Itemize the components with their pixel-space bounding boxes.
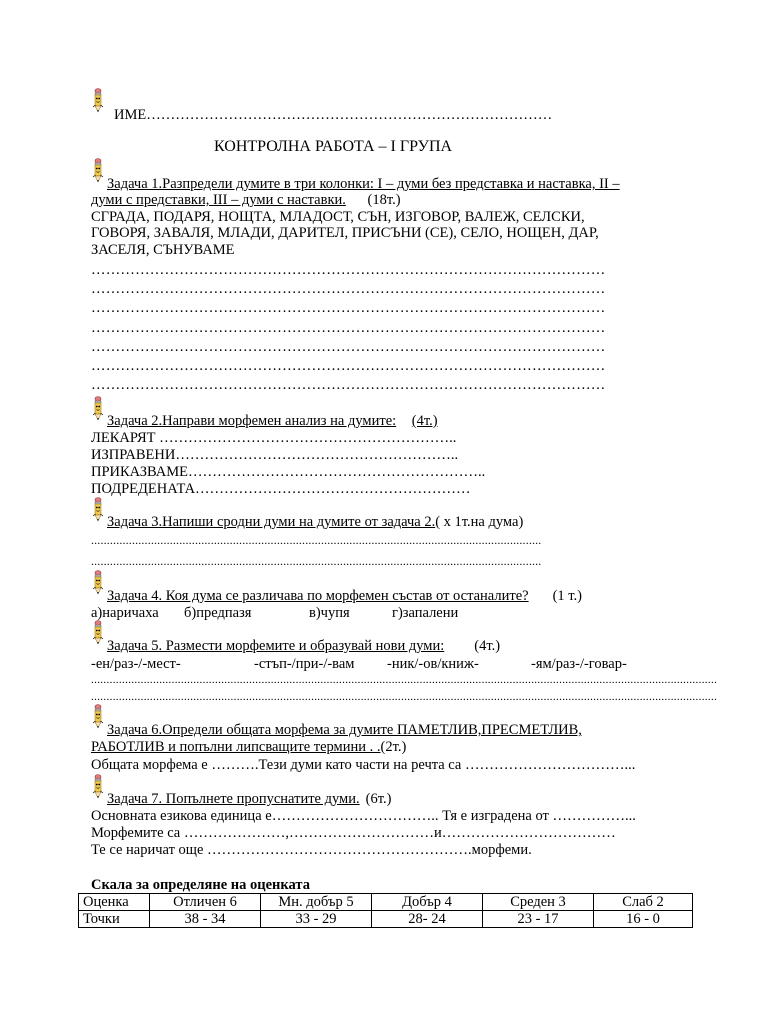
task6-heading-line2 [91,739,406,756]
task6-heading-line1: Задача 6.Определи общата морфема за думите ПАМЕТЛИВ,ПРЕСМЕТЛИВ, [107,722,582,738]
table-cell: 28- 24 [372,911,483,928]
answer-line[interactable]: .......................................................................................................................................................................................................... [91,674,718,686]
table-cell: Добър 4 [372,894,483,911]
pencil-icon [91,497,105,523]
task4-option-d[interactable]: г)запалени [392,605,459,621]
task7-fill-line[interactable]: Те се наричат още ……………………………………………….морфеми. [91,842,532,858]
task4-instruction: Задача 4. Коя дума се различава по морфемен състав от останалите? [107,588,529,604]
name-field-label: ИМЕ………………………………………………………………………… [114,107,553,123]
task1-instruction: думи с представки, III – думи с наставки. [91,192,346,208]
task2-word: ИЗПРАВЕНИ………………………………………………….. [91,447,459,463]
answer-line[interactable]: …………………………………………………………………………………………… [91,300,606,316]
task2-word: ПРИКАЗВАМЕ…………………………………………………….. [91,464,486,480]
task1-points: (18т.) [367,192,401,208]
task4-option-c[interactable]: в)чупя [309,605,350,621]
task6-points: (2т.) [380,739,407,755]
answer-line[interactable]: …………………………………………………………………………………………… [91,320,606,336]
task2-instruction: Задача 2.Направи морфемен анализ на думите: [107,413,397,429]
task5-group: -ник/-ов/книж- [387,656,479,672]
answer-line[interactable]: …………………………………………………………………………………………… [91,339,606,355]
table-row [79,894,693,911]
pencil-icon [91,158,105,184]
task3-instruction: Задача 3.Напиши сродни думи на думите от задача 2. [107,514,436,530]
task4-option-b[interactable]: б)предпазя [184,605,252,621]
task3-points: ( х 1т.на дума) [435,514,524,530]
table-cell: 23 - 17 [483,911,594,928]
table-cell: Оценка [79,894,150,911]
table-cell: Среден 3 [483,894,594,911]
task6-fill-line[interactable]: Общата морфема е ……….Тези думи като части на речта са ……………………………... [91,757,636,773]
task4-heading [107,588,582,605]
task2-heading [107,413,438,430]
answer-line[interactable]: …………………………………………………………………………………………… [91,262,606,278]
table-cell: 38 - 34 [150,911,261,928]
table-cell: Слаб 2 [594,894,693,911]
pencil-icon [91,396,105,422]
task6-instruction: РАБОТЛИВ и попълни липсващите термини . . [91,739,381,755]
table-cell: Мн. добър 5 [261,894,372,911]
table-row [79,911,693,928]
answer-line[interactable]: ............................................................................................................................................... [91,533,542,547]
task5-instruction: Задача 5. Размести морфемите и образувай нови думи: [107,638,445,654]
task2-word: ЛЕКАРЯТ …………………………………………………….. [91,430,457,446]
pencil-icon [91,570,105,596]
answer-line[interactable]: ............................................................................................................................................... [91,554,542,568]
pencil-icon [91,704,105,730]
pencil-icon [91,88,105,114]
task7-instruction: Задача 7. Попълнете пропуснатите думи. [107,791,360,807]
answer-line[interactable]: …………………………………………………………………………………………… [91,281,606,297]
task7-fill-line[interactable]: Основната езикова единица е…………………………….. Тя е изградена от ……………... [91,808,636,824]
task5-points: (4т.) [474,638,501,654]
task7-heading [107,791,391,808]
answer-line[interactable]: .......................................................................................................................................................................................................... [91,691,718,703]
task1-words-line2: ГОВОРЯ, ЗАВАЛЯ, МЛАДИ, ДАРИТЕЛ, ПРИСЪНИ (СЕ), СЕЛО, НОЩЕН, ДАР, [91,225,599,241]
pencil-icon [91,774,105,800]
task5-heading [107,638,500,655]
table-cell: 16 - 0 [594,911,693,928]
task1-words-line1: СГРАДА, ПОДАРЯ, НОЩТА, МЛАДОСТ, СЪН, ИЗГОВОР, ВАЛЕЖ, СЕЛСКИ, [91,209,585,225]
task5-group: -ям/раз-/-говар- [531,656,627,672]
task7-fill-line[interactable]: Морфемите са …………………,…………………………и……………………………… [91,825,616,841]
task3-heading [107,514,523,531]
task2-word: ПОДРЕДЕНАТА………………………………………………… [91,481,471,497]
task7-points: (6т.) [365,791,392,807]
task2-points: (4т.) [411,413,438,429]
task4-points: (1 т.) [552,588,582,604]
task5-group: -ен/раз-/-мест- [91,656,181,672]
task4-option-a[interactable]: а)наричаха [91,605,159,621]
table-cell: 33 - 29 [261,911,372,928]
task1-heading-line2 [91,192,401,209]
task1-words-line3: ЗАСЕЛЯ, СЪНУВАМЕ [91,242,235,258]
task1-heading-line1: Задача 1.Разпредели думите в три колонки: I – думи без представка и наставка, II – [107,176,620,192]
table-cell: Точки [79,911,150,928]
page-title: КОНТРОЛНА РАБОТА – I ГРУПА [214,138,453,155]
answer-line[interactable]: …………………………………………………………………………………………… [91,358,606,374]
grading-table [78,893,693,928]
pencil-icon [91,620,105,646]
task5-group: -стъп-/при-/-вам [254,656,355,672]
scale-title: Скала за определяне на оценката [91,877,310,893]
table-cell: Отличен 6 [150,894,261,911]
answer-line[interactable]: …………………………………………………………………………………………… [91,377,606,393]
